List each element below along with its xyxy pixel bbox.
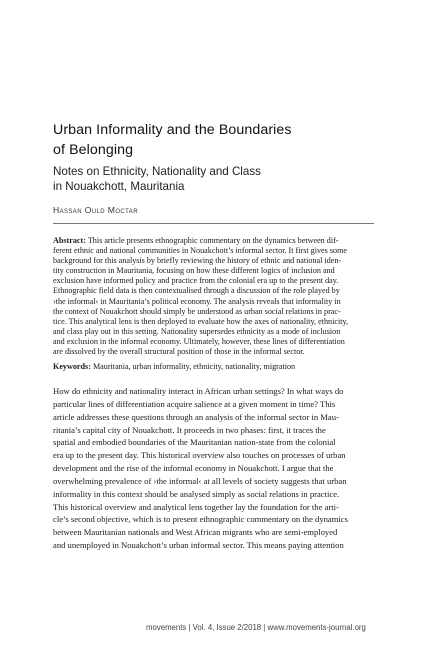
abstract-line: background for this analysis by briefly reviewing the history of ethnic and national iden- bbox=[53, 256, 342, 266]
abstract-line: Ethnographic field data is then contextualised through a discussion of the role played by bbox=[53, 286, 340, 296]
abstract-line: and exclusion in the informal economy. Ultimately, however, these lines of differentiation bbox=[53, 336, 345, 346]
abstract-line: are dissolved by the overall structural position of those in the informal sector. bbox=[53, 347, 305, 357]
abstract-text: This article presents ethnographic commentary on the dynamics between dif- bbox=[85, 236, 339, 245]
abstract-line: the context of Nouakchott should simply be understood as urban social relations in prac- bbox=[53, 306, 341, 316]
abstract-label: Abstract: bbox=[53, 236, 86, 245]
body-line: development and the rise of the informal economy in Nouakchott. I argue that the bbox=[53, 463, 334, 474]
body-text bbox=[53, 385, 374, 552]
body-line: between Mauritanian nationals and West African migrants who are semi-employed bbox=[53, 527, 338, 538]
subtitle-line: in Nouakchott, Mauritania bbox=[53, 179, 185, 193]
body-line: This historical overview and analytical lens together lay the foundation for the arti- bbox=[53, 501, 339, 512]
abstract-line: ferent ethnic and national communities in Nouakchott’s informal sector. It first gives some bbox=[53, 246, 348, 256]
abstract-line: tice. This analytical lens is then deployed to evaluate how the axes of nationality, ethnicity, bbox=[53, 316, 349, 326]
subtitle-line: Notes on Ethnicity, Nationality and Class bbox=[53, 165, 261, 178]
body-line: cle’s second objective, which is to present ethnographic commentary on the dynamics bbox=[53, 514, 348, 525]
article-title bbox=[53, 120, 383, 160]
abstract-line: tity construction in Mauritania, focusing on how these different logics of inclusion and bbox=[53, 266, 335, 276]
divider bbox=[53, 223, 374, 224]
keywords-text: Mauritania, urban informality, ethnicity, nationality, migration bbox=[90, 362, 296, 371]
abstract-line: ›the informal‹ in Mauritania’s political economy. The analysis reveals that informality in bbox=[53, 296, 341, 306]
body-line: informality in this context should be analysed simply as social relations in practice. bbox=[53, 488, 340, 499]
keywords bbox=[53, 362, 295, 372]
abstract-line: exclusion have informed policy and practice from the colonial era up to the present day. bbox=[53, 276, 339, 286]
abstract-line bbox=[53, 236, 374, 246]
body-line: ritania’s capital city of Nouakchott. It proceeds in two phases: first, it traces the bbox=[53, 424, 326, 435]
body-line: spatial and embodied boundaries of the Mauritanian nation-state from the colonial bbox=[53, 437, 336, 448]
body-line: How do ethnicity and nationality interact in African urban settings? In what ways do bbox=[53, 386, 344, 396]
body-line: particular lines of differentiation acquire salience at a given moment in time? This bbox=[53, 398, 336, 409]
title-line: Urban Informality and the Boundaries bbox=[53, 122, 292, 138]
body-line: and unemployed in Nouakchott’s urban informal sector. This means paying attention bbox=[53, 540, 344, 551]
body-line: article addresses these questions through an analysis of the informal sector in Mau- bbox=[53, 411, 339, 422]
body-line: era up to the present day. This historical overview also touches on processes of urban bbox=[53, 450, 346, 461]
page-footer: movements | Vol. 4, Issue 2/2018 | www.movements-journal.org bbox=[146, 623, 366, 632]
article-subtitle bbox=[53, 165, 383, 194]
title-line: of Belonging bbox=[53, 142, 134, 158]
abstract-line: and class play out in this setting. Nationality supersedes ethnicity as a mode of inclusion bbox=[53, 326, 341, 336]
abstract bbox=[53, 236, 374, 357]
keywords-label: Keywords: bbox=[53, 362, 91, 371]
author-name: Hassan Ould Moctar bbox=[53, 205, 138, 215]
body-line: overwhelming prevalence of ›the informal‹ at all levels of society suggests that urban bbox=[53, 475, 347, 486]
